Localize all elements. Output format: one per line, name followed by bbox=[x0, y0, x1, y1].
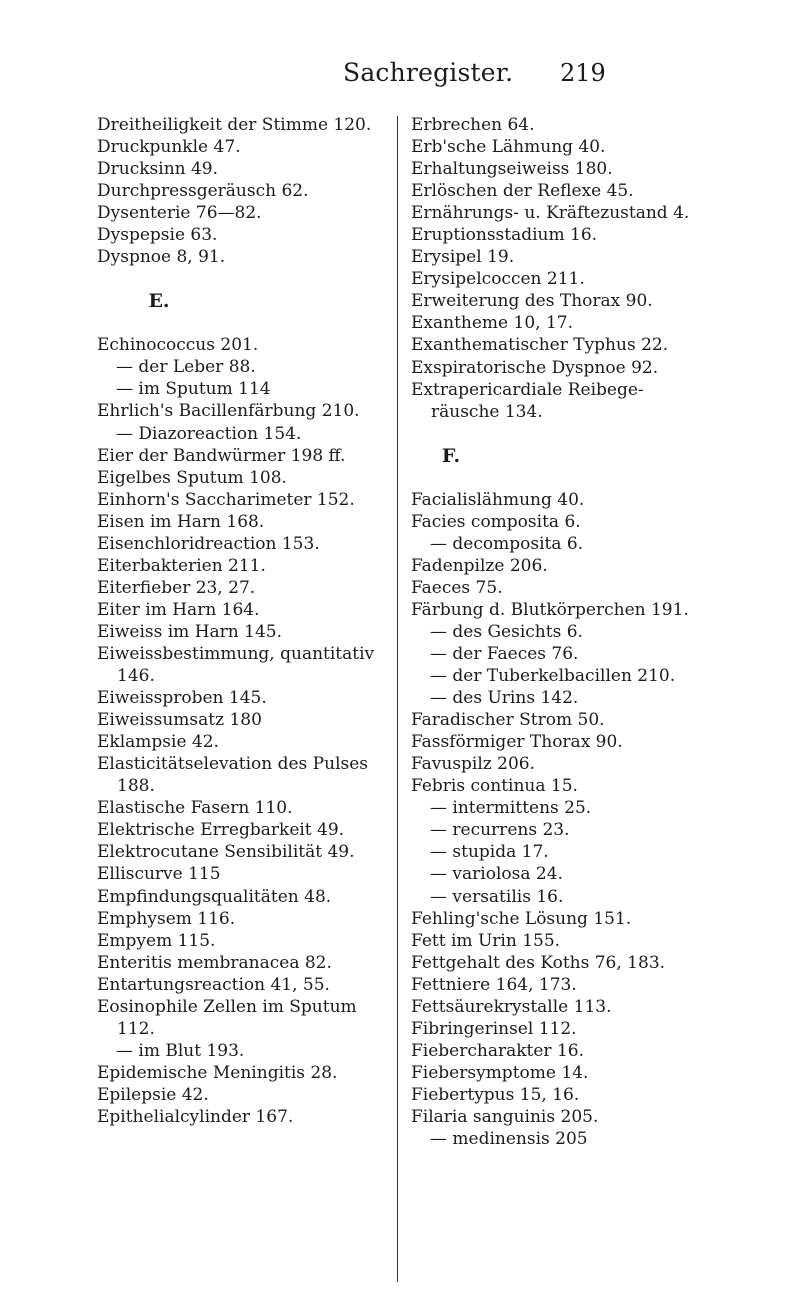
index-subentry: — medinensis 205 bbox=[430, 1129, 588, 1150]
index-entry: Fettgehalt des Koths 76, 183. bbox=[411, 952, 666, 973]
index-entry-continuation: 188. bbox=[117, 776, 155, 797]
index-entry: Filaria sanguinis 205. bbox=[411, 1106, 599, 1127]
index-entry: Eruptionsstadium 16. bbox=[411, 225, 598, 246]
index-subentry: — versatilis 16. bbox=[430, 886, 564, 907]
index-subentry: — der Faeces 76. bbox=[430, 643, 579, 664]
index-subentry: — des Urins 142. bbox=[430, 688, 579, 709]
index-entry: Extrapericardiale Reibege- bbox=[411, 379, 644, 400]
index-entry: Erweiterung des Thorax 90. bbox=[411, 291, 653, 312]
index-entry: Erlöschen der Reflexe 45. bbox=[411, 181, 634, 202]
index-entry: Emphysem 116. bbox=[97, 908, 236, 929]
index-entry: Ehrlich's Bacillenfärbung 210. bbox=[97, 401, 360, 422]
index-entry: Dreitheiligkeit der Stimme 120. bbox=[97, 115, 372, 135]
index-entry: Echinococcus 201. bbox=[97, 335, 259, 356]
index-entry: Eigelbes Sputum 108. bbox=[97, 467, 287, 488]
index-entry-continuation: 146. bbox=[117, 666, 155, 687]
index-entry: Epilepsie 42. bbox=[97, 1084, 209, 1105]
index-subentry: — decomposita 6. bbox=[430, 533, 584, 554]
index-entry: Elastische Fasern 110. bbox=[97, 798, 293, 819]
index-entry: Ernährungs- u. Kräftezustand 4. bbox=[411, 203, 690, 224]
index-entry: Eklampsie 42. bbox=[97, 732, 219, 753]
index-entry: Fettniere 164, 173. bbox=[411, 974, 577, 995]
index-entry: Eiweissproben 145. bbox=[97, 688, 267, 709]
index-entry: Fett im Urin 155. bbox=[411, 930, 561, 951]
index-entry-continuation: 112. bbox=[117, 1018, 155, 1039]
index-subentry: — recurrens 23. bbox=[430, 820, 570, 841]
index-entry: Facies composita 6. bbox=[411, 511, 581, 532]
index-entry: Elliscurve 115 bbox=[97, 864, 221, 885]
index-entry: Erhaltungseiweiss 180. bbox=[411, 159, 613, 180]
index-subentry: — im Blut 193. bbox=[116, 1040, 245, 1061]
index-entry: Durchpressgeräusch 62. bbox=[97, 181, 309, 202]
index-subentry: — der Leber 88. bbox=[116, 357, 256, 378]
index-entry: Erysipel 19. bbox=[411, 247, 515, 268]
page-header bbox=[0, 58, 800, 94]
index-entry: Eisenchloridreaction 153. bbox=[97, 533, 320, 554]
index-entry: Eiweissbestimmung, quantitativ bbox=[97, 643, 375, 664]
index-entry: Eier der Bandwürmer 198 ff. bbox=[97, 445, 346, 466]
index-entry: Faeces 75. bbox=[411, 577, 503, 598]
index-subentry: — Diazoreaction 154. bbox=[116, 423, 302, 444]
page-title: Sachregister. bbox=[343, 58, 514, 87]
index-entry: Epithelialcylinder 167. bbox=[97, 1106, 294, 1127]
index-entry: Elasticitätselevation des Pulses bbox=[97, 754, 369, 775]
index-subentry: — variolosa 24. bbox=[430, 864, 563, 885]
index-entry: Fiebertypus 15, 16. bbox=[411, 1084, 580, 1105]
index-entry: Elektrocutane Sensibilität 49. bbox=[97, 842, 355, 863]
index-entry: Erysipelcoccen 211. bbox=[411, 269, 585, 290]
index-subentry: — im Sputum 114 bbox=[116, 379, 271, 400]
index-entry: Facialislähmung 40. bbox=[411, 489, 585, 510]
index-entry: Enteritis membranacea 82. bbox=[97, 952, 332, 973]
index-entry: Empyem 115. bbox=[97, 930, 216, 951]
index-subentry: — intermittens 25. bbox=[430, 798, 592, 819]
index-entry: Fiebercharakter 16. bbox=[411, 1040, 584, 1061]
index-subentry: — stupida 17. bbox=[430, 842, 549, 863]
index-entry: Drucksinn 49. bbox=[97, 159, 219, 180]
index-entry: Eiterfieber 23, 27. bbox=[97, 577, 256, 598]
index-entry: Erbrechen 64. bbox=[411, 115, 535, 135]
index-entry: Eisen im Harn 168. bbox=[97, 511, 265, 532]
index-entry: Fibringerinsel 112. bbox=[411, 1018, 577, 1039]
index-column-left bbox=[97, 114, 377, 1128]
index-entry: Einhorn's Saccharimeter 152. bbox=[97, 489, 355, 510]
index-entry: Exspiratorische Dyspnoe 92. bbox=[411, 357, 659, 378]
index-entry: Färbung d. Blutkörperchen 191. bbox=[411, 599, 689, 620]
index-entry-continuation: räusche 134. bbox=[431, 401, 543, 422]
index-entry: Empfindungsqualitäten 48. bbox=[97, 886, 332, 907]
index-entry: Fehling'sche Lösung 151. bbox=[411, 908, 632, 929]
index-entry: Eiweiss im Harn 145. bbox=[97, 621, 282, 642]
index-entry: Epidemische Meningitis 28. bbox=[97, 1062, 338, 1083]
index-subentry: — des Gesichts 6. bbox=[430, 621, 583, 642]
index-column-right bbox=[411, 114, 741, 1150]
index-entry: Eiter im Harn 164. bbox=[97, 599, 260, 620]
page-number: 219 bbox=[560, 59, 606, 87]
index-entry: Dyspnoe 8, 91. bbox=[97, 247, 226, 268]
index-entry: Erb'sche Lähmung 40. bbox=[411, 137, 606, 158]
index-entry: Febris continua 15. bbox=[411, 776, 578, 797]
index-entry: Faradischer Strom 50. bbox=[411, 710, 605, 731]
section-letter-heading: F. bbox=[441, 444, 461, 467]
index-subentry: — der Tuberkelbacillen 210. bbox=[430, 666, 676, 687]
index-entry: Eiterbakterien 211. bbox=[97, 555, 266, 576]
index-entry: Fettsäurekrystalle 113. bbox=[411, 996, 612, 1017]
index-entry: Exantheme 10, 17. bbox=[411, 313, 573, 334]
index-entry: Fadenpilze 206. bbox=[411, 555, 548, 576]
index-entry: Dysenterie 76—82. bbox=[97, 203, 262, 224]
index-entry: Druckpunkle 47. bbox=[97, 137, 241, 158]
index-entry: Fiebersymptome 14. bbox=[411, 1062, 589, 1083]
index-entry: Eiweissumsatz 180 bbox=[97, 710, 262, 731]
section-letter-heading: E. bbox=[148, 290, 170, 313]
index-entry: Exanthematischer Typhus 22. bbox=[411, 335, 669, 356]
index-entry: Elektrische Erregbarkeit 49. bbox=[97, 820, 345, 841]
index-entry: Eosinophile Zellen im Sputum bbox=[97, 996, 357, 1017]
index-entry: Fassförmiger Thorax 90. bbox=[411, 732, 623, 753]
index-entry: Dyspepsie 63. bbox=[97, 225, 218, 246]
index-entry: Favuspilz 206. bbox=[411, 754, 536, 775]
index-entry: Entartungsreaction 41, 55. bbox=[97, 974, 330, 995]
column-divider bbox=[397, 116, 398, 1282]
